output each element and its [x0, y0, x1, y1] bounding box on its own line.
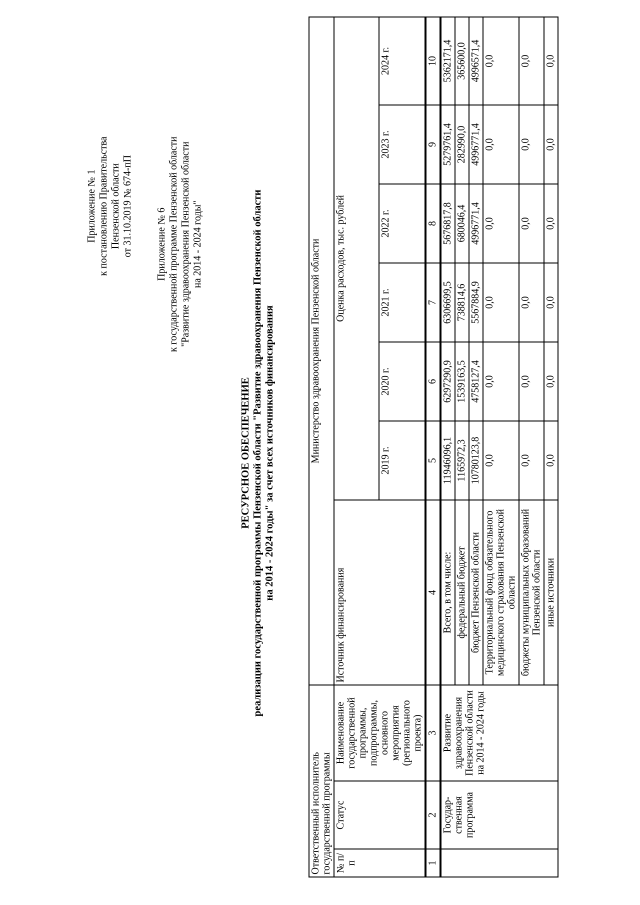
column-number: 7	[425, 262, 440, 341]
row-number-cell	[440, 849, 558, 877]
value-cell: 5362171,4	[440, 16, 455, 104]
value-cell: 365600,0	[455, 16, 469, 104]
value-cell: 0,0	[519, 16, 544, 104]
value-cell: 0,0	[519, 183, 544, 262]
value-cell: 0,0	[544, 183, 558, 262]
value-cell: 0,0	[483, 104, 519, 183]
col-estimate-header: Оценка расходов, тыс. рублей	[334, 16, 379, 499]
value-cell: 0,0	[519, 104, 544, 183]
col-name-header: Наименование государственной программы, подпрограммы, основного мероприятия (регионального проекта)	[334, 684, 426, 780]
document-title	[240, 0, 276, 905]
year-header: 2024 г.	[378, 16, 425, 104]
program-name: Развитие здравоохранения Пензенской области на 2014 - 2024 годы	[440, 684, 558, 780]
appendix-1-line: Пензенской области	[110, 162, 121, 249]
value-cell: 0,0	[519, 262, 544, 341]
value-cell: 0,0	[483, 341, 519, 420]
executor-value: Министерство здравоохранения Пензенской области	[309, 16, 334, 684]
value-cell: 5279761,4	[440, 104, 455, 183]
column-number: 4	[425, 499, 440, 684]
title-line: РЕСУРСНОЕ ОБЕСПЕЧЕНИЕ	[240, 376, 251, 529]
source-cell: иные источники	[544, 499, 558, 684]
program-status: Государ-ственная программа	[440, 781, 558, 849]
value-cell: 5567884,9	[469, 262, 483, 341]
year-header: 2020 г.	[378, 341, 425, 420]
source-cell: Всего, в том числе:	[440, 499, 455, 684]
column-number: 2	[425, 781, 440, 849]
col-status-header: Статус	[334, 781, 426, 849]
value-cell: 4758127,4	[469, 341, 483, 420]
source-cell: федеральный бюджет	[455, 499, 469, 684]
column-number: 3	[425, 684, 440, 780]
executor-row	[309, 16, 334, 876]
value-cell: 10780123,8	[469, 420, 483, 499]
column-number: 5	[425, 420, 440, 499]
value-cell: 282990,0	[455, 104, 469, 183]
year-header: 2021 г.	[378, 262, 425, 341]
appendix-6-line: на 2014 - 2024 годы"	[192, 199, 203, 288]
value-cell: 0,0	[544, 16, 558, 104]
column-number: 8	[425, 183, 440, 262]
appendix-1-line: Приложение № 1	[86, 169, 97, 243]
column-number: 10	[425, 16, 440, 104]
value-cell: 0,0	[483, 183, 519, 262]
value-cell: 0,0	[483, 420, 519, 499]
value-cell: 4996771,4	[469, 104, 483, 183]
col-source-header: Источник финансирования	[334, 499, 426, 684]
appendix-1-line: к постановлению Правительства	[98, 136, 109, 276]
value-cell: 4996571,4	[469, 16, 483, 104]
value-cell: 0,0	[544, 262, 558, 341]
value-cell: 4996771,4	[469, 183, 483, 262]
appendix-1-line: от 31.10.2019 № 674-пП	[122, 154, 133, 257]
executor-label: Ответственный исполнитель государственной программы	[309, 684, 334, 876]
value-cell: 738814,6	[455, 262, 469, 341]
value-cell: 0,0	[544, 104, 558, 183]
col-no-header: № п/п	[334, 849, 426, 877]
value-cell: 5676817,8	[440, 183, 455, 262]
title-line: реализации государственной программы Пензенской области "Развитие здравоохранения Пензенской области	[252, 189, 263, 716]
value-cell: 0,0	[483, 16, 519, 104]
value-cell: 0,0	[483, 262, 519, 341]
column-number: 1	[425, 849, 440, 877]
appendix-6-line: к государственной программе Пензенской области	[168, 136, 179, 352]
title-line: на 2014 - 2024 годы" за счет всех источников финансирования	[264, 304, 275, 601]
header-row	[334, 16, 379, 876]
source-cell: Территориальный фонд обязательного медицинского страхования Пензенской области	[483, 499, 519, 684]
table-row	[440, 16, 455, 876]
value-cell: 0,0	[519, 420, 544, 499]
column-number: 6	[425, 341, 440, 420]
value-cell: 11946096,1	[440, 420, 455, 499]
value-cell: 0,0	[519, 341, 544, 420]
value-cell: 0,0	[544, 420, 558, 499]
value-cell: 0,0	[544, 341, 558, 420]
source-cell: бюджеты муниципальных образований Пензенской области	[519, 499, 544, 684]
appendix-6-line: Приложение № 6	[156, 207, 167, 281]
value-cell: 1539163,5	[455, 341, 469, 420]
value-cell: 6297290,9	[440, 341, 455, 420]
value-cell: 1165972,3	[455, 420, 469, 499]
appendix-6-line: "Развитие здравоохранения Пензенской области	[180, 141, 191, 347]
year-header: 2022 г.	[378, 183, 425, 262]
appendix-1-header	[86, 136, 134, 275]
column-number: 9	[425, 104, 440, 183]
source-cell: бюджет Пензенской области	[469, 499, 483, 684]
year-header: 2023 г.	[378, 104, 425, 183]
resource-table	[308, 16, 558, 877]
appendix-6-header	[156, 136, 204, 351]
value-cell: 680046,4	[455, 183, 469, 262]
year-header: 2019 г.	[378, 420, 425, 499]
column-numbers-row	[425, 16, 440, 876]
value-cell: 6306699,5	[440, 262, 455, 341]
